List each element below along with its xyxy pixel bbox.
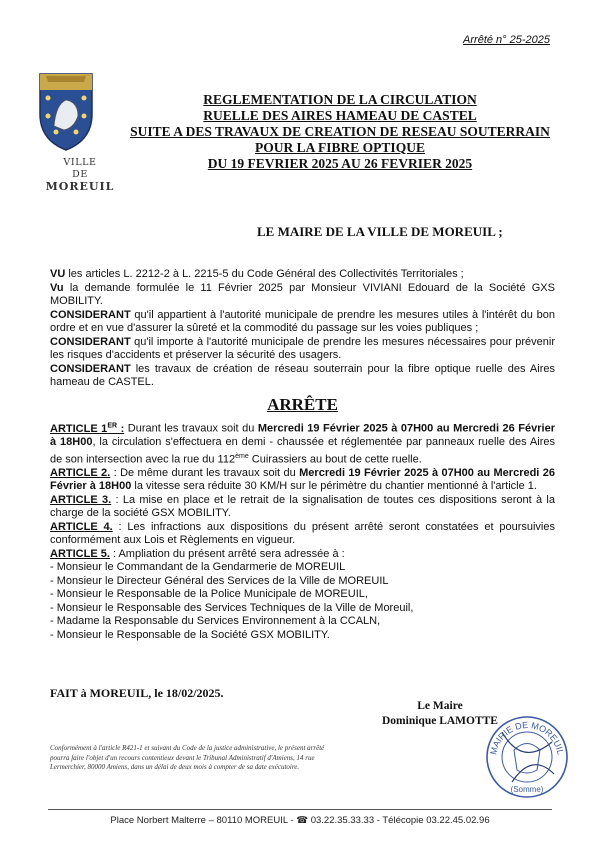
arrete-number: Arrêté n° 25-2025	[463, 34, 550, 46]
article-1: ARTICLE 1ER : Durant les travaux soit du Mercredi 19 Février 2025 à 07H00 au Mercredi 26 Février à 18H00, la circulation s'effectuera en demi - chaussée et réglementée par panneaux ruelle des Aires de son intersection avec la rue du 112ème Cuirassiers au bout de cette ruelle.	[50, 422, 555, 466]
considerant: CONSIDERANT les travaux de création de réseau souterrain pour la fibre optique ruelle des Aires hameau de CASTEL.	[50, 362, 555, 388]
signer-name: Dominique LAMOTTE	[382, 715, 498, 727]
moreuil-coat-of-arms-logo	[34, 70, 98, 152]
title-line: POUR LA FIBRE OPTIQUE	[255, 140, 425, 155]
footer-divider	[48, 809, 552, 810]
ville-label: VILLE	[63, 157, 97, 168]
moreuil-label: MOREUIL	[45, 180, 115, 193]
title-line: REGLEMENTATION DE LA CIRCULATION	[203, 92, 477, 107]
title-line: RUELLE DES AIRES HAMEAU DE CASTEL	[203, 108, 477, 123]
considerant: CONSIDERANT qu'il appartient à l'autorité municipale de prendre les mesures utiles à l'intérêt du bon ordre et en vue d'assurer la sûreté et la commodité du passage sur les voies publiques ;	[50, 308, 555, 334]
title-line: DU 19 FEVRIER 2025 AU 26 FEVRIER 2025	[207, 156, 473, 171]
document-title	[120, 92, 560, 172]
list-item: - Monsieur le Commandant de la Gendarmerie de MOREUIL	[50, 561, 346, 574]
ville-de-moreuil-label	[35, 157, 125, 193]
list-item: - Monsieur le Directeur Général des Services de la Ville de MOREUIL	[50, 574, 389, 587]
considerant: CONSIDERANT qu'il importe à l'autorité municipale de prendre les mesures nécessaires pour prévenir les risques d'accidents et préserver la sécurité des usagers.	[50, 335, 555, 361]
svg-text:(Somme): (Somme)	[510, 785, 544, 794]
svg-text:MAIRIE DE MOREUIL: MAIRIE DE MOREUIL	[488, 719, 566, 756]
considerant: Vu la demande formulée le 11 Février 2025 par Monsieur VIVIANI Edouard de la Société GXS MOBILITY.	[50, 281, 555, 307]
fait-a-line: FAIT à MOREUIL, le 18/02/2025.	[50, 686, 224, 700]
considerant: VU les articles L. 2212-2 à L. 2215-5 du Code Général des Collectivités Territoriales ;	[50, 268, 464, 280]
signer-title: Le Maire	[417, 700, 463, 712]
title-line: SUITE A DES TRAVAUX DE CREATION DE RESEAU SOUTERRAIN	[130, 124, 550, 139]
legal-notice: Conformément à l'article R421-1 et suivant du Code de la justice administrative, le présent arrêté pourra faire l'objet d'un recours contentieux devant le Tribunal Administratif d'Amiens, 14 rue Lermerchier, 80000 Amiens, dans un délai de deux mois à compter de sa date exécutoire.	[50, 744, 325, 771]
list-item: - Monsieur le Responsable des Services Techniques de la Ville de Moreuil,	[50, 601, 414, 614]
arrete-heading: ARRÊTE	[267, 394, 338, 414]
mairie-stamp-seal	[482, 712, 572, 802]
footer-address: Place Norbert Malterre – 80110 MOREUIL - ☎ 03.22.35.33.33 - Télécopie 03.22.45.02.96	[110, 815, 490, 826]
article-4: ARTICLE 4. : Les infractions aux dispositions du présent arrêté seront constatées et poursuivies conformément aux Lois et Règlements en vigueur.	[50, 520, 555, 547]
article-3: ARTICLE 3. : La mise en place et le retrait de la signalisation de toutes ces dispositions seront à la charge de la société GSX MOBILITY.	[50, 493, 555, 520]
ampliation-list	[50, 561, 555, 642]
maire-line: LE MAIRE DE LA VILLE DE MOREUIL ;	[257, 224, 503, 239]
list-item: - Madame la Responsable du Services Environnement à la CCALN,	[50, 615, 381, 628]
de-label: DE	[72, 169, 88, 180]
list-item: - Monsieur le Responsable de la Société GSX MOBILITY.	[50, 628, 330, 641]
list-item: - Monsieur le Responsable de la Police Municipale de MOREUIL,	[50, 588, 368, 601]
document-body	[50, 268, 555, 642]
article-5: ARTICLE 5. : Ampliation du présent arrêté sera adressée à :	[50, 547, 345, 560]
article-2: ARTICLE 2. : De même durant les travaux soit du Mercredi 19 Février 2025 à 07H00 au Mercredi 26 Février à 18H00 la vitesse sera réduite 30 KM/H sur le périmètre du chantier mentionné à l'article 1.	[50, 466, 555, 493]
